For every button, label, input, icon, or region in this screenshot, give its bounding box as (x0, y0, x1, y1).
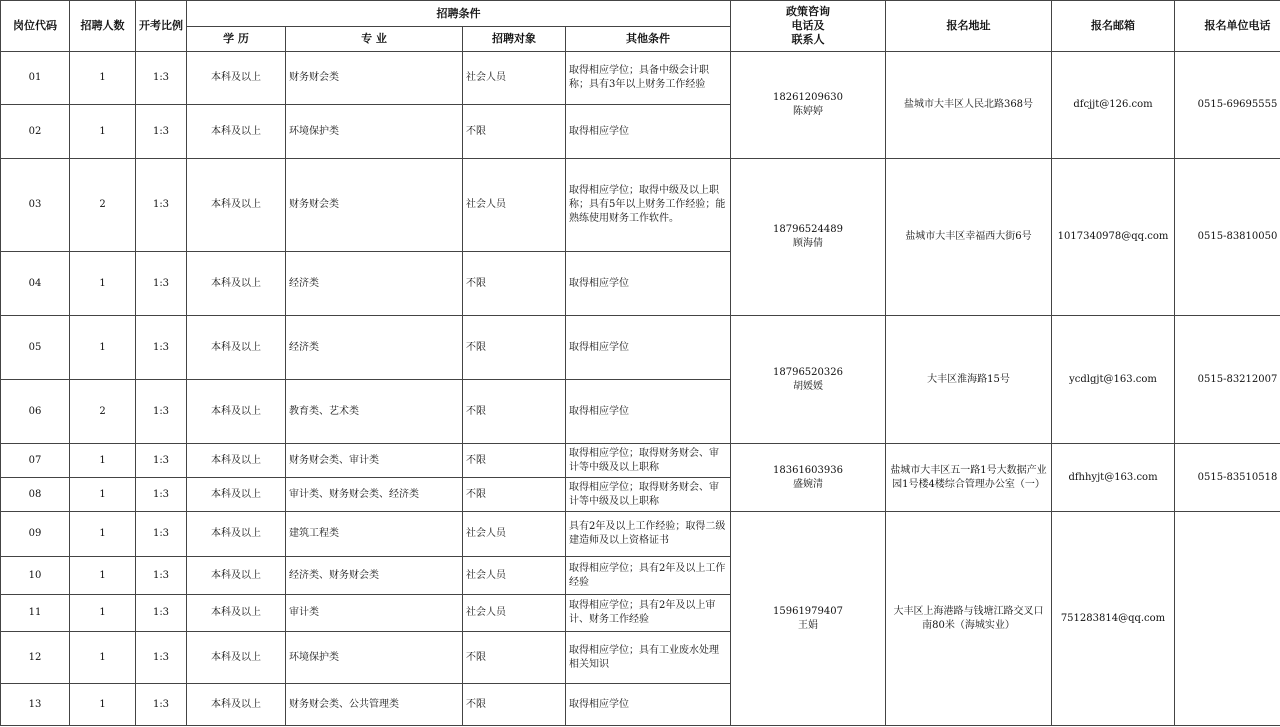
cell-code: 03 (1, 159, 70, 252)
cell-ratio: 1:3 (136, 52, 187, 105)
cell-target: 不限 (463, 478, 566, 512)
cell-policy-contact (731, 159, 886, 316)
cell-code: 01 (1, 52, 70, 105)
header-other: 其他条件 (566, 27, 731, 52)
cell-other: 取得相应学位 (566, 252, 731, 316)
cell-code: 12 (1, 632, 70, 684)
cell-other: 取得相应学位 (566, 684, 731, 726)
contact-person: 胡媛媛 (793, 380, 823, 392)
cell-code: 13 (1, 684, 70, 726)
header-conditions: 招聘条件 (187, 1, 731, 27)
cell-major: 财务财会类 (286, 52, 463, 105)
table-header (1, 1, 1280, 52)
header-education: 学 历 (187, 27, 286, 52)
cell-code: 05 (1, 316, 70, 380)
cell-address: 大丰区上海港路与钱塘江路交叉口南80米（海城实业） (886, 512, 1052, 726)
cell-count: 1 (70, 632, 136, 684)
cell-ratio: 1:3 (136, 595, 187, 632)
cell-target: 不限 (463, 252, 566, 316)
cell-ratio: 1:3 (136, 380, 187, 444)
cell-education: 本科及以上 (187, 557, 286, 595)
cell-code: 09 (1, 512, 70, 557)
cell-phone: 0515-83810050 (1175, 159, 1280, 316)
cell-major: 经济类 (286, 316, 463, 380)
cell-other: 取得相应学位 (566, 105, 731, 159)
cell-education: 本科及以上 (187, 512, 286, 557)
cell-major: 审计类、财务财会类、经济类 (286, 478, 463, 512)
cell-other: 取得相应学位；取得中级及以上职称；具有5年以上财务工作经验；能熟练使用财务工作软件。 (566, 159, 731, 252)
cell-code: 10 (1, 557, 70, 595)
cell-count: 1 (70, 316, 136, 380)
contact-tel: 18796520326 (773, 366, 843, 378)
cell-email: 751283814@qq.com (1052, 512, 1175, 726)
header-policy-line3: 联系人 (791, 33, 825, 46)
cell-major: 财务财会类 (286, 159, 463, 252)
cell-phone (1175, 512, 1280, 726)
cell-count: 1 (70, 684, 136, 726)
cell-count: 1 (70, 444, 136, 478)
contact-tel: 18261209630 (773, 92, 843, 103)
cell-education: 本科及以上 (187, 632, 286, 684)
cell-count: 1 (70, 512, 136, 557)
header-policy-line1: 政策咨询 (786, 5, 830, 18)
cell-major: 环境保护类 (286, 632, 463, 684)
contact-tel: 18796524489 (773, 224, 843, 235)
cell-education: 本科及以上 (187, 595, 286, 632)
cell-count: 1 (70, 52, 136, 105)
cell-policy-contact (731, 316, 886, 444)
cell-count: 1 (70, 105, 136, 159)
cell-ratio: 1:3 (136, 444, 187, 478)
cell-ratio: 1:3 (136, 684, 187, 726)
cell-count: 1 (70, 557, 136, 595)
cell-major: 经济类、财务财会类 (286, 557, 463, 595)
cell-ratio: 1:3 (136, 632, 187, 684)
cell-ratio: 1:3 (136, 478, 187, 512)
cell-other: 取得相应学位；具有2年及以上审计、财务工作经验 (566, 595, 731, 632)
cell-count: 1 (70, 595, 136, 632)
cell-major: 经济类 (286, 252, 463, 316)
cell-other: 取得相应学位；具有工业废水处理相关知识 (566, 632, 731, 684)
contact-person: 盛婉清 (793, 478, 823, 490)
contact-tel: 15961979407 (773, 605, 843, 617)
cell-code: 02 (1, 105, 70, 159)
cell-education: 本科及以上 (187, 252, 286, 316)
cell-ratio: 1:3 (136, 512, 187, 557)
contact-person: 顾海倩 (793, 238, 823, 249)
cell-target: 社会人员 (463, 52, 566, 105)
cell-count: 2 (70, 159, 136, 252)
cell-major: 审计类 (286, 595, 463, 632)
cell-target: 社会人员 (463, 557, 566, 595)
cell-count: 1 (70, 252, 136, 316)
cell-email: dfhhyjt@163.com (1052, 444, 1175, 512)
cell-major: 建筑工程类 (286, 512, 463, 557)
cell-email: dfcjjt@126.com (1052, 52, 1175, 159)
cell-other: 具有2年及以上工作经验；取得二级建造师及以上资格证书 (566, 512, 731, 557)
header-ratio: 开考比例 (136, 1, 187, 52)
header-address: 报名地址 (886, 1, 1052, 52)
cell-other: 取得相应学位；具有2年及以上工作经验 (566, 557, 731, 595)
cell-policy-contact (731, 444, 886, 512)
cell-code: 11 (1, 595, 70, 632)
cell-target: 不限 (463, 444, 566, 478)
header-count: 招聘人数 (70, 1, 136, 52)
cell-education: 本科及以上 (187, 52, 286, 105)
header-major: 专 业 (286, 27, 463, 52)
cell-code: 08 (1, 478, 70, 512)
cell-ratio: 1:3 (136, 159, 187, 252)
cell-target: 不限 (463, 632, 566, 684)
table-row (1, 444, 1280, 478)
header-email: 报名邮箱 (1052, 1, 1175, 52)
cell-education: 本科及以上 (187, 159, 286, 252)
cell-policy-contact (731, 512, 886, 726)
cell-address: 盐城市大丰区人民北路368号 (886, 52, 1052, 159)
cell-other: 取得相应学位 (566, 316, 731, 380)
cell-target: 不限 (463, 105, 566, 159)
cell-phone: 0515-69695555 (1175, 52, 1280, 159)
table-row (1, 316, 1280, 380)
cell-major: 环境保护类 (286, 105, 463, 159)
cell-major: 财务财会类、审计类 (286, 444, 463, 478)
cell-target: 不限 (463, 684, 566, 726)
contact-tel: 18361603936 (773, 464, 843, 476)
cell-ratio: 1:3 (136, 252, 187, 316)
cell-target: 社会人员 (463, 512, 566, 557)
cell-education: 本科及以上 (187, 444, 286, 478)
header-target: 招聘对象 (463, 27, 566, 52)
cell-ratio: 1:3 (136, 557, 187, 595)
cell-phone: 0515-83212007 (1175, 316, 1280, 444)
cell-target: 社会人员 (463, 595, 566, 632)
cell-code: 04 (1, 252, 70, 316)
cell-code: 06 (1, 380, 70, 444)
table-row (1, 512, 1280, 557)
contact-person: 陈婷婷 (793, 106, 823, 117)
cell-education: 本科及以上 (187, 684, 286, 726)
cell-ratio: 1:3 (136, 105, 187, 159)
cell-target: 不限 (463, 380, 566, 444)
cell-major: 教育类、艺术类 (286, 380, 463, 444)
cell-address: 大丰区淮海路15号 (886, 316, 1052, 444)
header-code: 岗位代码 (1, 1, 70, 52)
cell-target: 不限 (463, 316, 566, 380)
cell-major: 财务财会类、公共管理类 (286, 684, 463, 726)
cell-phone: 0515-83510518 (1175, 444, 1280, 512)
cell-target: 社会人员 (463, 159, 566, 252)
cell-ratio: 1:3 (136, 316, 187, 380)
cell-email: 1017340978@qq.com (1052, 159, 1175, 316)
cell-education: 本科及以上 (187, 380, 286, 444)
cell-education: 本科及以上 (187, 105, 286, 159)
cell-other: 取得相应学位；具备中级会计职称；具有3年以上财务工作经验 (566, 52, 731, 105)
cell-education: 本科及以上 (187, 316, 286, 380)
cell-other: 取得相应学位；取得财务财会、审计等中级及以上职称 (566, 478, 731, 512)
cell-other: 取得相应学位；取得财务财会、审计等中级及以上职称 (566, 444, 731, 478)
cell-count: 1 (70, 478, 136, 512)
contact-person: 王娟 (798, 619, 818, 631)
table-row (1, 52, 1280, 105)
cell-address: 盐城市大丰区五一路1号大数据产业园1号楼4楼综合管理办公室（一） (886, 444, 1052, 512)
header-policy-line2: 电话及 (791, 19, 825, 32)
cell-code: 07 (1, 444, 70, 478)
header-policy (731, 1, 886, 52)
cell-education: 本科及以上 (187, 478, 286, 512)
table-body (1, 52, 1280, 726)
cell-other: 取得相应学位 (566, 380, 731, 444)
cell-policy-contact (731, 52, 886, 159)
cell-count: 2 (70, 380, 136, 444)
header-phone: 报名单位电话 (1175, 1, 1280, 52)
table-row (1, 159, 1280, 252)
cell-address: 盐城市大丰区幸福西大街6号 (886, 159, 1052, 316)
cell-email: ycdlgjt@163.com (1052, 316, 1175, 444)
